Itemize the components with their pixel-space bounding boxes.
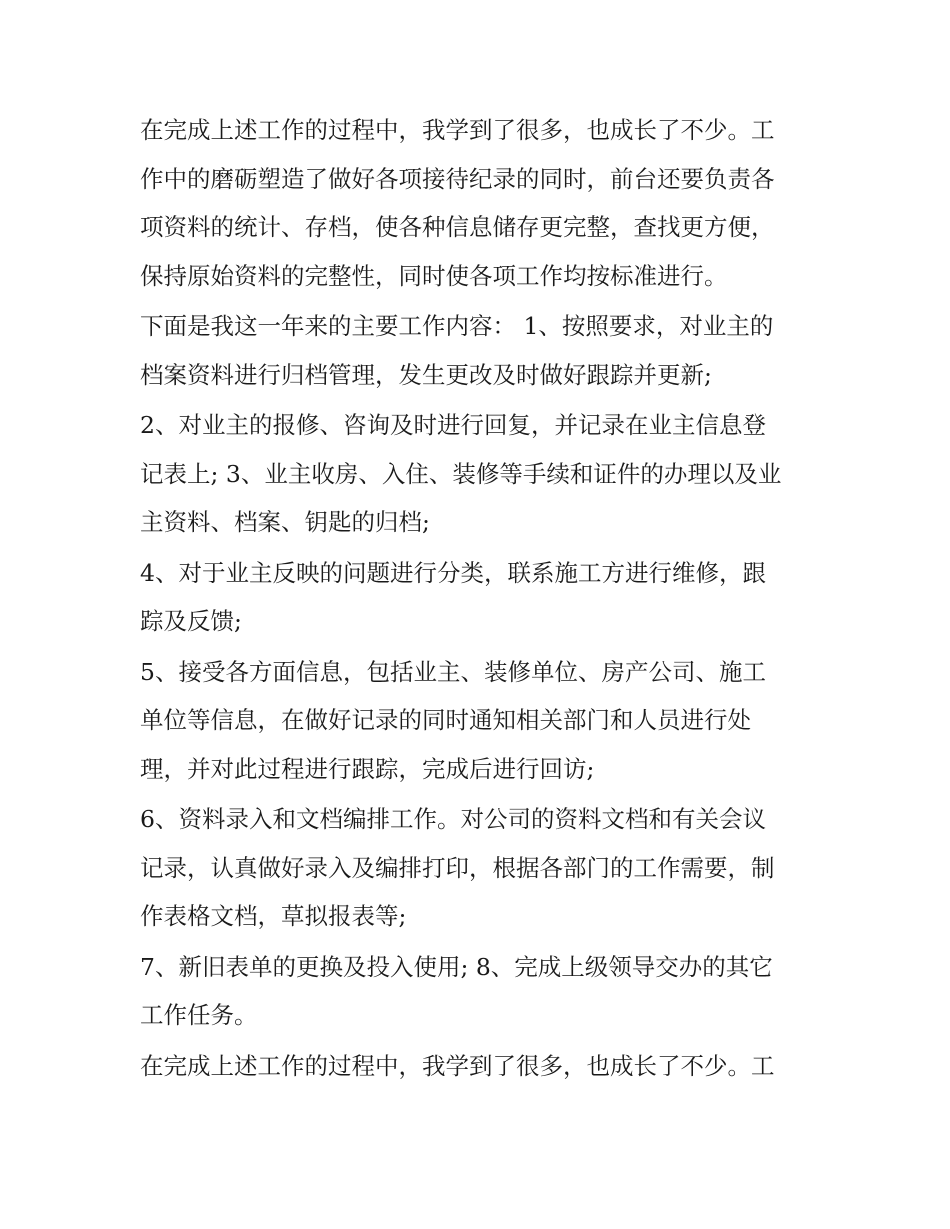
paragraph-8 (140, 1042, 812, 1091)
document-body (140, 106, 812, 1090)
text-line: 在完成上述工作的过程中，我学到了很多，也成长了不少。工 (140, 116, 775, 144)
text-line: 理，并对此过程进行跟踪，完成后进行回访; (140, 754, 595, 783)
text-line: 5、接受各方面信息，包括业主、装修单位、房产公司、施工 (140, 657, 766, 686)
text-line: 7、新旧表单的更换及投入使用; 8、完成上级领导交办的其它 (140, 952, 773, 981)
paragraph-1 (140, 106, 812, 300)
paragraph-3 (140, 401, 812, 547)
text-line: 6、资料录入和文档编排工作。对公司的资料文档和有关会议 (140, 805, 766, 833)
text-line: 单位等信息，在做好记录的同时通知相关部门和人员进行处 (140, 706, 751, 734)
text-line: 档案资料进行归档管理，发生更改及时做好跟踪并更新; (140, 360, 712, 389)
text-line: 2、对业主的报修、咨询及时进行回复，并记录在业主信息登 (140, 411, 766, 439)
text-line: 记表上; 3、业主收房、入住、装修等手续和证件的办理以及业 (140, 459, 782, 488)
text-line: 主资料、档案、钥匙的归档; (140, 508, 430, 536)
text-line: 工作任务。 (140, 1001, 258, 1029)
paragraph-2 (140, 302, 812, 399)
text-line: 踪及反馈; (140, 607, 242, 635)
paragraph-4 (140, 549, 812, 646)
text-line: 保持原始资料的完整性，同时使各项工作均按标准进行。 (140, 261, 728, 290)
text-line: 作中的磨砺塑造了做好各项接待纪录的同时，前台还要负责各 (140, 164, 775, 193)
paragraph-7 (140, 943, 812, 1040)
text-line: 下面是我这一年来的主要工作内容： 1、按照要求，对业主的 (140, 312, 774, 340)
paragraph-6 (140, 795, 812, 941)
text-line: 记录，认真做好录入及编排打印，根据各部门的工作需要，制 (140, 853, 775, 882)
text-line: 在完成上述工作的过程中，我学到了很多，也成长了不少。工 (140, 1051, 775, 1080)
text-line: 作表格文档，草拟报表等; (140, 902, 407, 930)
text-line: 4、对于业主反映的问题进行分类，联系施工方进行维修，跟 (140, 558, 766, 587)
text-line: 项资料的统计、存档，使各种信息储存更完整，查找更方便， (140, 213, 775, 241)
paragraph-5 (140, 648, 812, 794)
